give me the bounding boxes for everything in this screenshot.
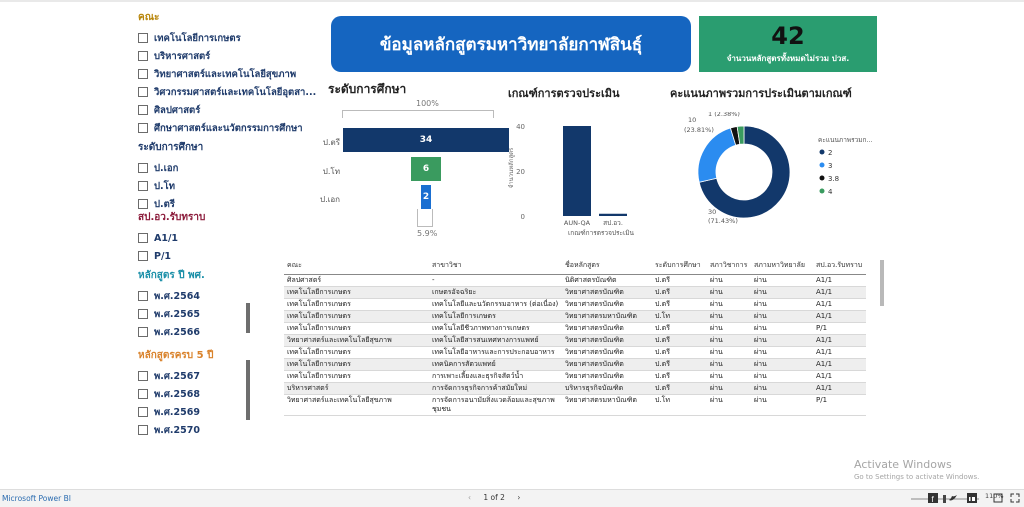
table-cell: ป.ตรี [652,370,707,382]
slicer-option-label: วิศวกรรมศาสตร์และเทคโนโลยีอุตสา... [154,86,317,98]
table-cell: เทคโนโลยีการเกษตร [284,346,429,358]
slicer-group [138,210,338,265]
slicer-option-label: พ.ศ.2569 [154,406,200,418]
slicer-option-label: พ.ศ.2567 [154,370,200,382]
table-cell: การจัดการธุรกิจการค้าสมัยใหม่ [429,382,562,394]
fit-to-page-icon[interactable] [993,493,1003,503]
column-header-label: ชื่อหลักสูตร [565,261,600,270]
table-row[interactable] [284,382,866,394]
legend-marker [820,189,825,194]
table-cell: ผ่าน [751,322,813,334]
slicer-title: หลักสูตร ปี พศ. [138,270,205,281]
funnel-top-label: 100% [416,99,439,108]
table-row[interactable] [284,346,866,358]
column-header-label: ระดับการศึกษา [655,261,701,270]
donut-data-label: 10 [688,116,697,124]
table-cell: ผ่าน [751,310,813,322]
slicer-option-label: ป.ตรี [154,198,175,210]
donut-data-percent: (23.81%) [684,126,714,134]
table-cell: - [429,274,562,286]
table-cell: ศิลปศาสตร์ [284,274,429,286]
table-cell: ผ่าน [707,310,751,322]
kpi-value: 42 [771,22,805,50]
slicer-option-label: ศึกษาศาสตร์และนวัตกรรมการศึกษา [154,122,303,134]
legend-entry[interactable]: 3 [828,162,833,170]
table-cell: นิติศาสตรบัณฑิต [562,274,652,286]
table-cell: เทคโนโลยีการเกษตร [284,370,429,382]
table-cell: ผ่าน [751,298,813,310]
legend-entry[interactable]: 4 [828,188,833,196]
top-border [0,0,1024,2]
table-cell: เทคนิคการสัตวแพทย์ [429,358,562,370]
power-bi-link[interactable]: Microsoft Power BI [2,494,71,503]
checkbox[interactable] [138,407,148,417]
checkbox[interactable] [138,327,148,337]
checkbox[interactable] [138,371,148,381]
table-cell: วิทยาศาสตรบัณฑิต [562,358,652,370]
legend-entry[interactable]: 2 [828,149,833,157]
table-cell: ผ่าน [707,370,751,382]
table-cell: วิทยาศาสตรบัณฑิต [562,322,652,334]
donut-data-percent: (71.43%) [708,217,738,225]
funnel-value-label: 2 [422,192,430,202]
table-cell: วิทยาศาสตรบัณฑิต [562,346,652,358]
footer-bar [0,489,1024,507]
table-cell: ป.ตรี [652,322,707,334]
funnel-category-label: ป.ตรี [322,138,340,147]
table-row[interactable] [284,322,866,334]
page-navigator [468,493,520,502]
next-page-button[interactable]: › [517,493,521,502]
column-header-label: สภาวิชาการ [710,261,748,270]
slicer-option[interactable] [138,65,338,83]
slicer-option-label: เทคโนโลยีการเกษตร [154,32,241,44]
donut-legend-title: คะแนนภาพรวมก... [818,136,873,144]
donut-chart-title: คะแนนภาพรวมการประเมินตามเกณฑ์ [670,87,852,100]
page-indicator: 1 of 2 [483,493,505,502]
table-cell: วิทยาศาสตรบัณฑิต [562,298,652,310]
table-cell: ผ่าน [751,382,813,394]
column-header[interactable] [284,258,429,274]
checkbox[interactable] [138,233,148,243]
table-cell: A1/1 [813,298,866,310]
table-cell: วิทยาศาสตร์และเทคโนโลยีสุขภาพ [284,334,429,346]
table-cell: ป.ตรี [652,382,707,394]
linkedin-icon[interactable] [967,493,977,503]
slicer-option-label: P/1 [154,250,172,262]
table-cell: การจัดการอนามัยสิ่งแวดล้อมและสุขภาพชุมชน [429,394,562,415]
slicer-title: คณะ [138,12,160,23]
table-cell: เทคโนโลยีการเกษตร [429,310,562,322]
x-tick-label: สป.อว. [603,219,623,227]
table-cell: A1/1 [813,310,866,322]
funnel-bar[interactable] [421,185,431,209]
slicer-title: ระดับการศึกษา [138,142,204,153]
table-cell: เทคโนโลยีอาหารและการประกอบอาหาร [429,346,562,358]
funnel-title: ระดับการศึกษา [328,82,407,96]
funnel-bottom-label: 5.9% [417,229,438,238]
bar[interactable] [563,126,591,216]
table-cell: P/1 [813,322,866,334]
table-cell: ป.โท [652,310,707,322]
slicer-option-label: บริหารศาสตร์ [154,50,211,62]
kpi-label: จำนวนหลักสูตรทั้งหมดไม่รวม ปวส. [726,54,850,63]
slicer-group [138,10,338,137]
table-cell: เกษตรอัจฉริยะ [429,286,562,298]
slicer-scrollbar[interactable] [246,303,250,333]
table-row[interactable] [284,274,866,286]
slicer-option[interactable] [138,101,338,119]
slicer-option-label: ป.โท [154,180,176,192]
table-cell: A1/1 [813,358,866,370]
table-cell: ป.ตรี [652,346,707,358]
table-cell: วิทยาศาสตรบัณฑิต [562,286,652,298]
table-cell: ผ่าน [707,382,751,394]
table-cell: วิทยาศาสตรบัณฑิต [562,370,652,382]
table-cell: ผ่าน [707,274,751,286]
table-cell: ผ่าน [707,286,751,298]
table-cell: ป.ตรี [652,358,707,370]
checkbox[interactable] [138,123,148,133]
checkbox[interactable] [138,181,148,191]
funnel-bottom-line [417,209,433,227]
column-header-label: สภามหาวิทยาลัย [754,261,805,270]
table-cell: เทคโนโลยีสารสนเทศทางการแพทย์ [429,334,562,346]
table-cell: วิทยาศาสตรมหาบัณฑิต [562,394,652,415]
table-row[interactable] [284,310,866,322]
slicer-title: สป.อว.รับทราบ [138,212,206,223]
column-header-label: คณะ [287,261,302,270]
column-header[interactable] [652,258,707,274]
table-cell: บริหารธุรกิจบัณฑิต [562,382,652,394]
table-cell: เทคโนโลยีการเกษตร [284,322,429,334]
table-cell: A1/1 [813,370,866,382]
table-row[interactable] [284,286,866,298]
table-cell: การเพาะเลี้ยงและธุรกิจสัตว์น้ำ [429,370,562,382]
table-cell: P/1 [813,394,866,415]
slicer-option[interactable] [138,47,338,65]
table-cell: ผ่าน [751,358,813,370]
donut-chart[interactable] [670,112,880,232]
slicer-option[interactable] [138,29,338,47]
legend-marker [820,176,825,181]
table-cell: ผ่าน [707,346,751,358]
checkbox[interactable] [138,105,148,115]
slicer-option-label: พ.ศ.2564 [154,290,200,302]
slicer-option-label: ป.เอก [154,162,179,174]
table-cell: ผ่าน [707,298,751,310]
table-cell: เทคโนโลยีการเกษตร [284,298,429,310]
checkbox[interactable] [138,51,148,61]
checkbox[interactable] [138,199,148,209]
column-header[interactable] [707,258,751,274]
donut-slice[interactable] [698,128,736,182]
funnel-bar[interactable] [411,157,440,181]
table-cell: เทคโนโลยีชีวภาพทางการเกษตร [429,322,562,334]
column-header-label: สป.อว.รับทราบ [816,261,863,270]
prev-page-button[interactable]: ‹ [468,493,471,502]
y-axis-title: จำนวนหลักสูตร [508,147,515,189]
table-cell: บริหารศาสตร์ [284,382,429,394]
slicer-option[interactable] [138,229,338,247]
funnel-category-label: ป.โท [322,167,340,176]
facebook-icon[interactable] [928,493,938,503]
table-cell: ผ่าน [751,286,813,298]
slicer-option-label: พ.ศ.2568 [154,388,200,400]
table-cell: ป.ตรี [652,298,707,310]
table-cell: ผ่าน [707,334,751,346]
table-cell: วิทยาศาสตรมหาบัณฑิต [562,310,652,322]
table-cell: ผ่าน [751,370,813,382]
table-cell: วิทยาศาสตร์และเทคโนโลยีสุขภาพ [284,394,429,415]
table-row[interactable] [284,370,866,382]
slicer-option[interactable] [138,83,338,101]
checkbox[interactable] [138,251,148,261]
slicer-title: หลักสูตรครบ 5 ปี [138,350,214,361]
table-cell: ผ่าน [707,394,751,415]
table-cell: ผ่าน [707,358,751,370]
legend-entry[interactable]: 3.8 [828,175,840,183]
slicer-option-label: พ.ศ.2565 [154,308,200,320]
legend-marker [820,163,825,168]
checkbox[interactable] [138,163,148,173]
funnel-value-label: 34 [419,135,433,145]
zoom-level: 110% [985,492,1004,500]
checkbox[interactable] [138,425,148,435]
table-cell: A1/1 [813,346,866,358]
table-cell: ป.ตรี [652,286,707,298]
donut-data-label: 30 [708,208,717,216]
checkbox[interactable] [138,33,148,43]
bar-chart-title: เกณฑ์การตรวจประเมิน [508,87,620,100]
checkbox[interactable] [138,69,148,79]
bar-chart[interactable] [505,110,645,250]
funnel-top-line [342,110,494,118]
table-row[interactable] [284,334,866,346]
funnel-bar[interactable] [343,128,509,152]
course-table [284,258,866,426]
column-header[interactable] [751,258,813,274]
column-header-label: สาขาวิชา [432,261,462,270]
checkbox[interactable] [138,309,148,319]
page-title-banner [331,16,691,72]
funnel-category-label: ป.เอก [319,195,340,204]
x-axis-title: เกณฑ์การตรวจประเมิน [568,229,634,237]
checkbox[interactable] [138,291,148,301]
table-cell: เทคโนโลยีและนวัตกรรมอาหาร (ต่อเนื่อง) [429,298,562,310]
table-cell: A1/1 [813,274,866,286]
column-header[interactable] [562,258,652,274]
page-title: ข้อมูลหลักสูตรมหาวิทยาลัยกาฬสินธุ์ [379,34,643,55]
y-tick-label: 40 [516,123,525,131]
legend-marker [820,150,825,155]
checkbox[interactable] [138,389,148,399]
table-cell: A1/1 [813,382,866,394]
table-cell: เทคโนโลยีการเกษตร [284,358,429,370]
bar[interactable] [599,214,627,216]
slicer-option-label: วิทยาศาสตร์และเทคโนโลยีสุขภาพ [154,68,297,80]
column-header[interactable] [813,258,866,274]
table-cell: A1/1 [813,334,866,346]
slicer-option-label: A1/1 [154,232,179,244]
fullscreen-icon[interactable] [1010,493,1020,503]
table-cell: ผ่าน [707,322,751,334]
table-cell: เทคโนโลยีการเกษตร [284,286,429,298]
table-scrollbar[interactable] [880,260,884,306]
column-header[interactable] [429,258,562,274]
table-cell: ผ่าน [751,346,813,358]
table-cell: ผ่าน [751,274,813,286]
table-cell: เทคโนโลยีการเกษตร [284,310,429,322]
x-tick-label: AUN-QA [563,219,591,227]
table-cell: ป.ตรี [652,334,707,346]
table-cell: ผ่าน [751,334,813,346]
checkbox[interactable] [138,87,148,97]
twitter-icon[interactable] [948,493,958,503]
slicer-option-label: ศิลปศาสตร์ [154,104,201,116]
slicer-scrollbar-2[interactable] [246,360,250,420]
svg-text:f: f [931,495,934,503]
y-tick-label: 20 [516,168,525,176]
table-row[interactable] [284,394,866,415]
table-cell: A1/1 [813,286,866,298]
kpi-card [699,16,877,72]
funnel-value-label: 6 [422,164,430,174]
table-cell: ป.โท [652,394,707,415]
slicer-option[interactable] [138,119,338,137]
table-cell: วิทยาศาสตรบัณฑิต [562,334,652,346]
table-row[interactable] [284,358,866,370]
y-tick-label: 0 [520,213,525,221]
slicer-option-label: พ.ศ.2566 [154,326,200,338]
donut-data-label: 1 (2.38%) [708,112,740,118]
activate-windows-subtitle: Go to Settings to activate Windows. [854,473,980,481]
activate-windows-title: Activate Windows [854,458,952,471]
table-row[interactable] [284,298,866,310]
table-cell: ป.ตรี [652,274,707,286]
slicer-option-label: พ.ศ.2570 [154,424,200,436]
table-cell: ผ่าน [751,394,813,415]
